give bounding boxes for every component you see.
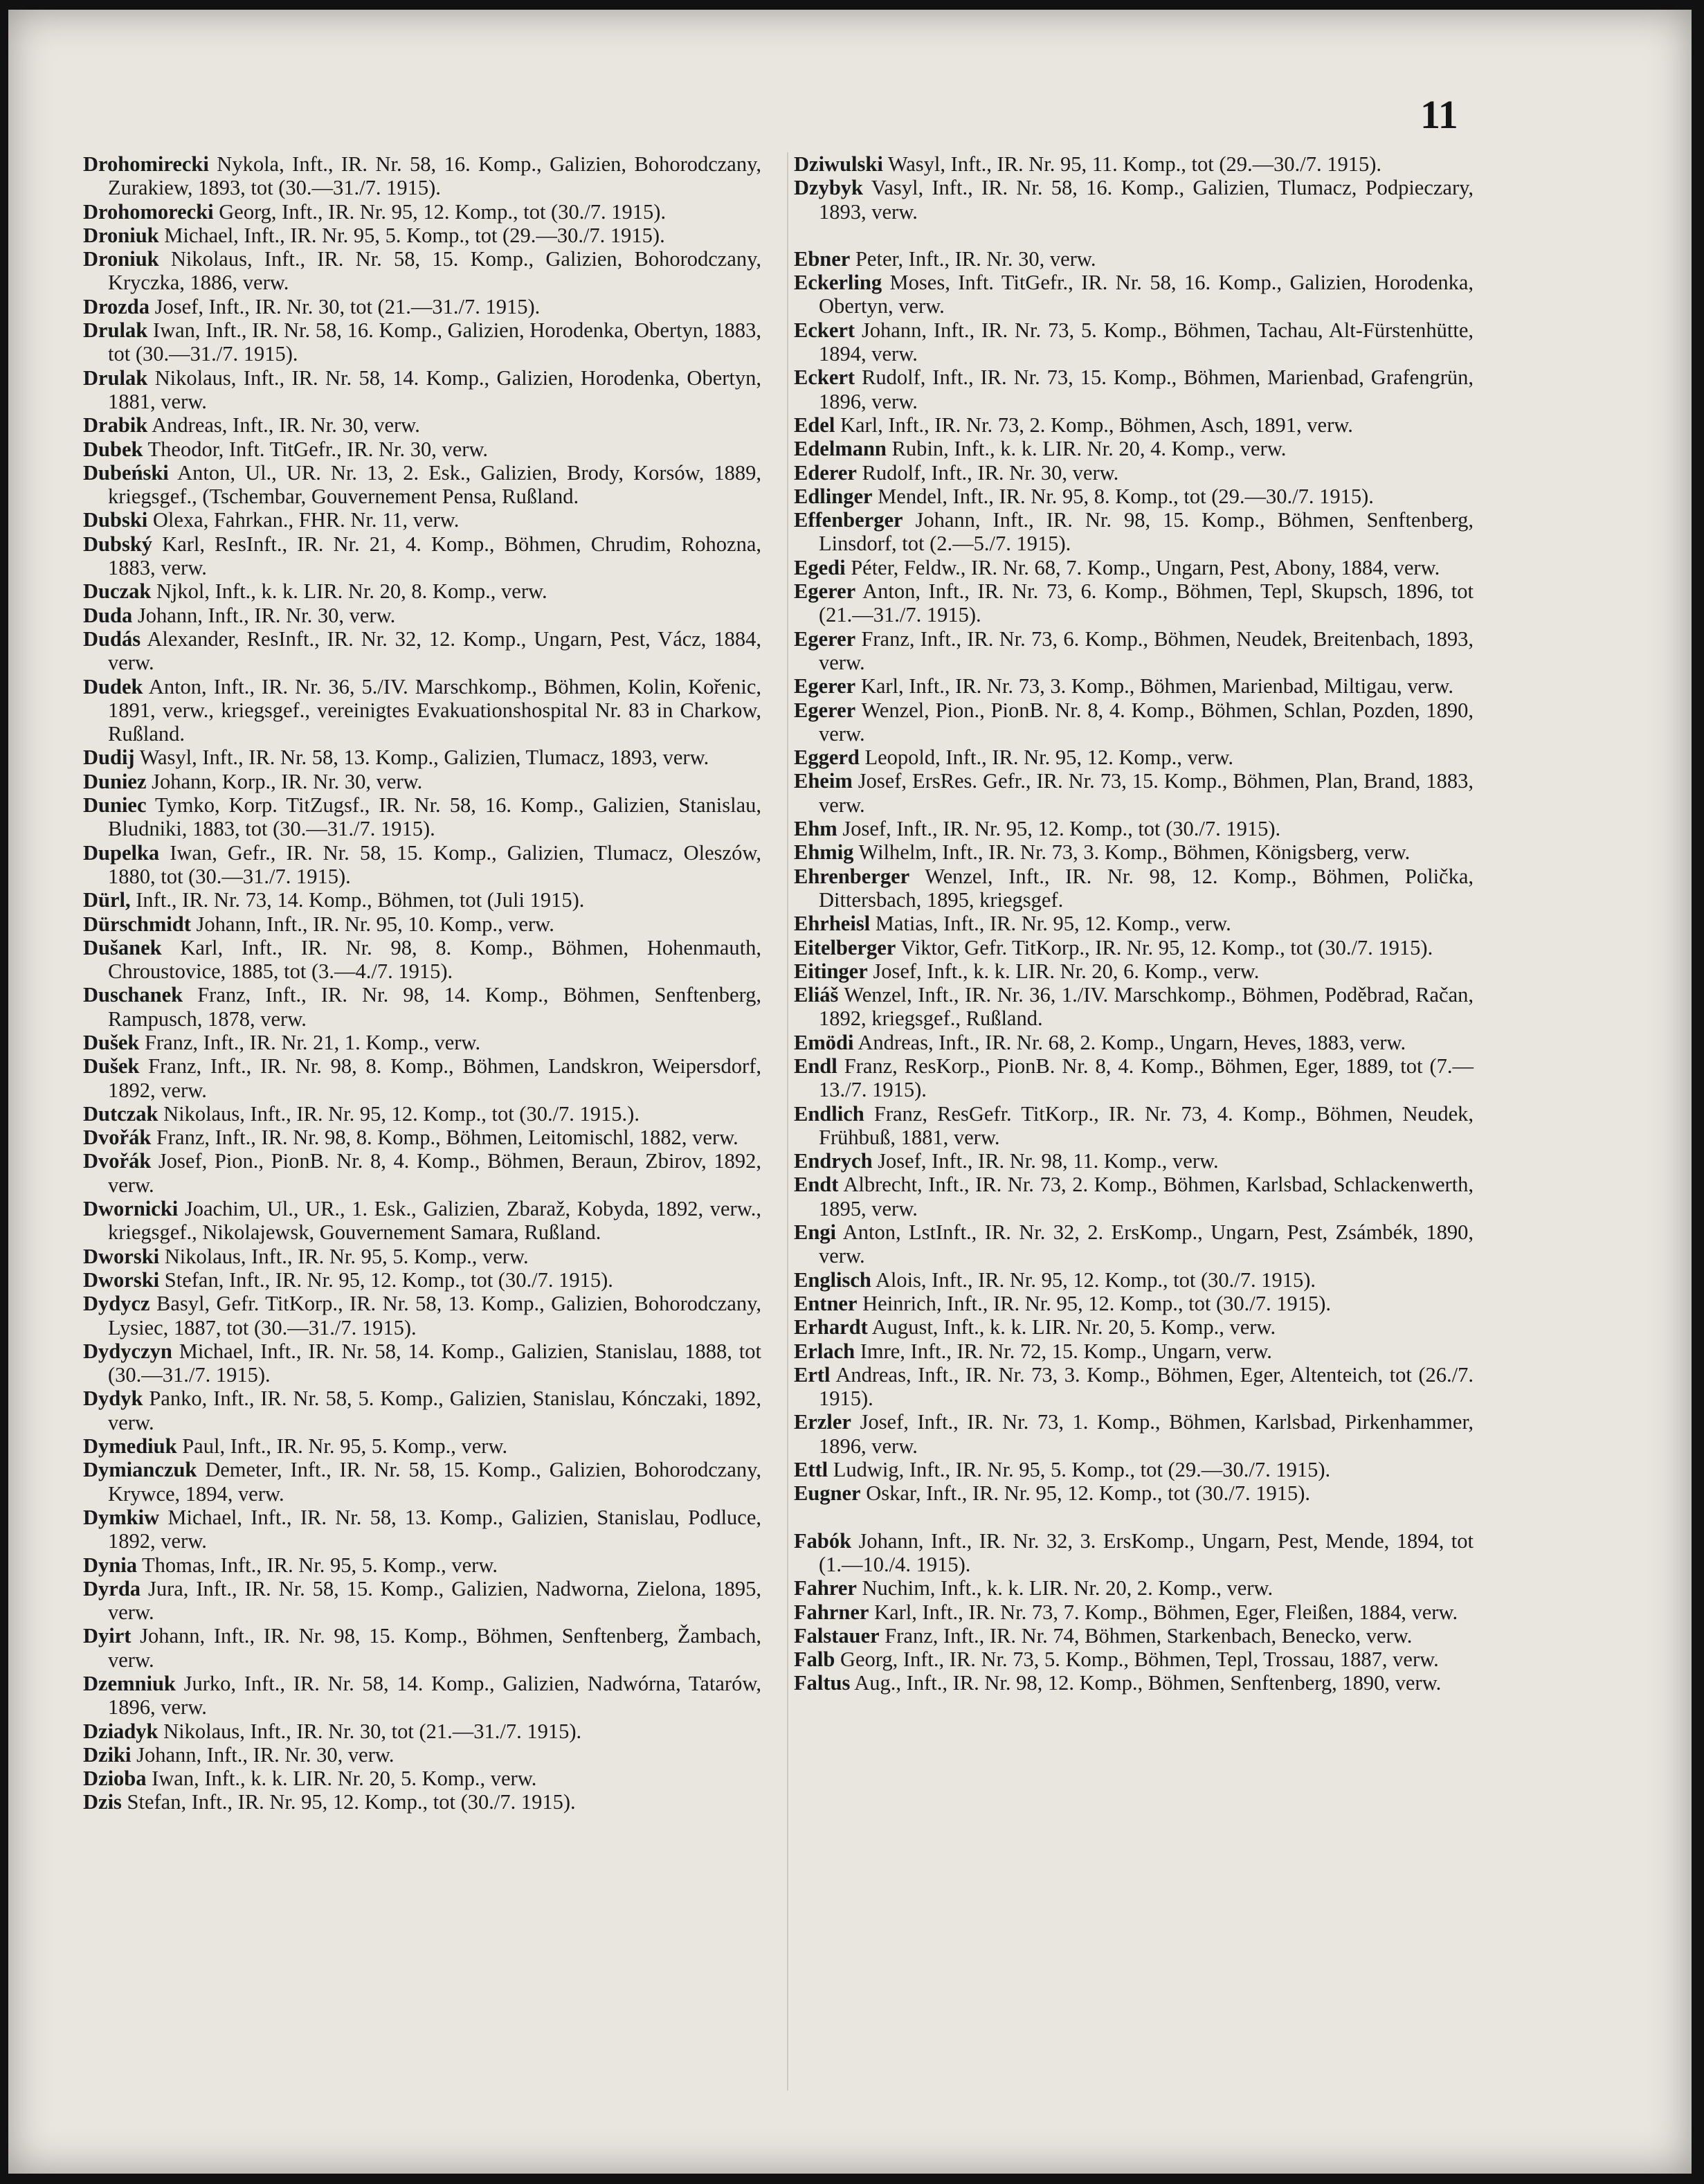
entry-details: Njkol, Inft., k. k. LIR. Nr. 20, 8. Komp., verw. xyxy=(151,579,547,604)
entry-details: Johann, Korp., IR. Nr. 30, verw. xyxy=(146,769,423,793)
entry-details: Nikolaus, Inft., IR. Nr. 58, 15. Komp., Galizien, Bohorodczany, Kryczka, 1886, verw. xyxy=(108,247,761,295)
list-entry xyxy=(83,461,761,509)
entry-surname: Egedi xyxy=(794,555,846,579)
list-entry xyxy=(794,769,1474,817)
list-entry xyxy=(83,437,761,461)
entry-details: Heinrich, Inft., IR. Nr. 95, 12. Komp., tot (30./7. 1915). xyxy=(857,1291,1331,1315)
entry-details: Andreas, Inft., IR. Nr. 68, 2. Komp., Ungarn, Heves, 1883, verw. xyxy=(853,1030,1406,1054)
entry-surname: Dzemniuk xyxy=(83,1672,176,1695)
entry-surname: Falb xyxy=(794,1648,835,1672)
list-entry xyxy=(83,1292,761,1339)
list-entry xyxy=(83,1387,761,1434)
entry-surname: Dziwulski xyxy=(794,152,883,176)
entry-details: Vasyl, Inft., IR. Nr. 58, 16. Komp., Galizien, Tlumacz, Podpieczary, 1893, verw. xyxy=(819,176,1474,224)
entry-details: Demeter, Inft., IR. Nr. 58, 15. Komp., Galizien, Bohorodczany, Krywce, 1894, verw. xyxy=(108,1458,761,1506)
entry-surname: Dupelka xyxy=(83,840,160,865)
entry-details: Anton, Inft., IR. Nr. 36, 5./IV. Marschkomp., Böhmen, Kolin, Kořenic, 1891, verw., kriegsgef., vereinigtes Evakuationshospital Nr. 83 in Charkow, Rußland. xyxy=(108,674,761,746)
list-entry xyxy=(794,1458,1474,1481)
list-entry xyxy=(794,461,1474,485)
entry-surname: Dürschmidt xyxy=(83,912,191,936)
entry-details: Alexander, ResInft., IR. Nr. 32, 12. Komp., Ungarn, Pest, Vácz, 1884, verw. xyxy=(108,626,761,675)
list-entry xyxy=(83,413,761,437)
list-entry xyxy=(794,817,1474,840)
entry-details: Rudolf, Inft., IR. Nr. 30, verw. xyxy=(856,460,1119,485)
list-entry xyxy=(83,936,761,984)
list-entry xyxy=(83,1434,761,1458)
entry-surname: Edlinger xyxy=(794,484,873,508)
entry-surname: Erlach xyxy=(794,1339,855,1363)
entry-details: Josef, ErsRes. Gefr., IR. Nr. 73, 15. Komp., Böhmen, Plan, Brand, 1883, verw. xyxy=(819,769,1474,817)
entry-surname: Dydycz xyxy=(83,1292,150,1316)
entry-surname: Dymkiw xyxy=(83,1505,160,1529)
entry-details: Josef, Inft., IR. Nr. 73, 1. Komp., Böhmen, Karlsbad, Pirkenhammer, 1896, verw. xyxy=(819,1410,1474,1458)
entry-surname: Dudij xyxy=(83,746,135,770)
entry-details: Franz, Inft., IR. Nr. 98, 8. Komp., Böhmen, Landskron, Weipersdorf, 1892, verw. xyxy=(108,1054,761,1102)
entry-details: Wenzel, Pion., PionB. Nr. 8, 4. Komp., Böhmen, Schlan, Pozden, 1890, verw. xyxy=(819,698,1474,746)
list-entry xyxy=(794,1624,1474,1648)
list-entry xyxy=(794,1481,1474,1505)
entry-surname: Englisch xyxy=(794,1267,871,1292)
entry-details: Albrecht, Inft., IR. Nr. 73, 2. Komp., Böhmen, Karlsbad, Schlackenwerth, 1895, verw. xyxy=(819,1173,1474,1220)
entry-details: Stefan, Inft., IR. Nr. 95, 12. Komp., tot (30./7. 1915). xyxy=(159,1267,613,1292)
list-entry xyxy=(83,1149,761,1197)
entry-details: Josef, Inft., IR. Nr. 98, 11. Komp., verw. xyxy=(872,1149,1219,1173)
entry-details: Oskar, Inft., IR. Nr. 95, 12. Komp., tot (30./7. 1915). xyxy=(860,1481,1310,1506)
list-entry xyxy=(83,152,761,200)
entry-details: Georg, Inft., IR. Nr. 95, 12. Komp., tot (30./7. 1915). xyxy=(213,199,667,224)
entry-details: Nikolaus, Inft., IR. Nr. 95, 5. Komp., verw. xyxy=(159,1244,529,1268)
entry-surname: Endrych xyxy=(794,1149,873,1173)
list-entry xyxy=(83,888,761,912)
entry-surname: Ettl xyxy=(794,1458,828,1482)
entry-surname: Ehrheisl xyxy=(794,912,871,936)
list-entry xyxy=(794,840,1474,864)
entry-details: Nikolaus, Inft., IR. Nr. 58, 14. Komp., Galizien, Horodenka, Obertyn, 1881, verw. xyxy=(108,365,761,413)
list-entry xyxy=(794,746,1474,769)
entry-surname: Faltus xyxy=(794,1671,851,1695)
list-entry xyxy=(794,1173,1474,1220)
entry-surname: Dušanek xyxy=(83,935,162,959)
list-entry xyxy=(794,936,1474,959)
entry-details: Johann, Inft., IR. Nr. 32, 3. ErsKomp., Ungarn, Pest, Mende, 1894, tot (1.—10./4. 1915). xyxy=(819,1528,1474,1576)
entry-surname: Endt xyxy=(794,1173,839,1197)
list-entry xyxy=(794,1054,1474,1102)
entry-surname: Erzler xyxy=(794,1410,851,1434)
entry-surname: Ehm xyxy=(794,817,837,841)
entry-surname: Duschanek xyxy=(83,983,183,1007)
list-entry xyxy=(794,1363,1474,1411)
list-entry xyxy=(794,1671,1474,1695)
entry-details: Leopold, Inft., IR. Nr. 95, 12. Komp., verw. xyxy=(859,746,1234,770)
list-entry xyxy=(83,1197,761,1245)
entry-details: Nuchim, Inft., k. k. LIR. Nr. 20, 2. Komp., verw. xyxy=(856,1576,1274,1600)
list-entry xyxy=(83,224,761,247)
list-entry xyxy=(794,176,1474,224)
entry-details: Moses, Inft. TitGefr., IR. Nr. 58, 16. Komp., Galizien, Horodenka, Obertyn, verw. xyxy=(819,271,1474,318)
list-entry xyxy=(794,437,1474,460)
entry-surname: Ebner xyxy=(794,246,851,271)
entry-surname: Dubski xyxy=(83,508,148,532)
entry-surname: Droniuk xyxy=(83,247,159,271)
list-entry xyxy=(83,627,761,675)
entry-details: Karl, Inft., IR. Nr. 73, 3. Komp., Böhmen, Marienbad, Miltigau, verw. xyxy=(855,674,1453,698)
entry-surname: Drulak xyxy=(83,365,148,390)
entry-surname: Egerer xyxy=(794,579,856,604)
list-entry xyxy=(83,1245,761,1268)
list-entry xyxy=(83,1102,761,1126)
section-gap xyxy=(794,1506,1474,1529)
entry-surname: Falstauer xyxy=(794,1623,880,1648)
entry-details: Karl, Inft., IR. Nr. 73, 2. Komp., Böhmen, Asch, 1891, verw. xyxy=(835,413,1353,437)
list-entry xyxy=(794,983,1474,1031)
list-entry xyxy=(794,271,1474,318)
entry-details: Karl, Inft., IR. Nr. 98, 8. Komp., Böhmen, Hohenmauth, Chroustovice, 1885, tot (3.—4./7. 1915). xyxy=(108,935,761,984)
entry-surname: Duniec xyxy=(83,793,147,818)
entry-details: Iwan, Inft., IR. Nr. 58, 16. Komp., Galizien, Horodenka, Obertyn, 1883, tot (30.—31./7. 1915). xyxy=(108,318,761,366)
entry-surname: Egerer xyxy=(794,698,856,722)
entry-details: Franz, Inft., IR. Nr. 98, 14. Komp., Böhmen, Senftenberg, Rampusch, 1878, verw. xyxy=(108,983,761,1031)
entry-details: Franz, ResGefr. TitKorp., IR. Nr. 73, 4. Komp., Böhmen, Neudek, Frühbuß, 1881, verw. xyxy=(819,1101,1474,1149)
entry-surname: Eckert xyxy=(794,318,855,342)
book-page xyxy=(8,10,1692,2174)
entry-details: Imre, Inft., IR. Nr. 72, 15. Komp., Ungarn, verw. xyxy=(855,1339,1272,1363)
entry-details: Franz, Inft., IR. Nr. 21, 1. Komp., verw. xyxy=(139,1030,481,1054)
entry-surname: Dyrda xyxy=(83,1576,141,1600)
list-entry xyxy=(83,200,761,224)
entry-details: Wenzel, Inft., IR. Nr. 98, 12. Komp., Böhmen, Polička, Dittersbach, 1895, kriegsgef. xyxy=(819,864,1474,912)
entry-details: Viktor, Gefr. TitKorp., IR. Nr. 95, 12. Komp., tot (30./7. 1915). xyxy=(896,935,1433,959)
entry-surname: Engi xyxy=(794,1220,837,1245)
entry-details: Nykola, Inft., IR. Nr. 58, 16. Komp., Galizien, Bohorodczany, Zurakiew, 1893, tot (30.—31./7. 1915). xyxy=(108,152,761,200)
entry-surname: Egerer xyxy=(794,674,856,698)
entry-surname: Ehmig xyxy=(794,840,854,865)
list-entry xyxy=(83,1031,761,1054)
entry-surname: Edelmann xyxy=(794,437,887,461)
list-entry xyxy=(794,485,1474,508)
list-entry xyxy=(83,1506,761,1553)
list-entry xyxy=(83,295,761,318)
list-entry xyxy=(794,556,1474,579)
entry-details: Mendel, Inft., IR. Nr. 95, 8. Komp., tot (29.—30./7. 1915). xyxy=(872,484,1374,508)
list-entry xyxy=(794,1410,1474,1458)
entry-details: Wasyl, Inft., IR. Nr. 95, 11. Komp., tot (29.—30./7. 1915). xyxy=(882,152,1382,176)
list-entry xyxy=(83,366,761,414)
entry-surname: Erhardt xyxy=(794,1315,868,1339)
entry-details: Franz, ResKorp., PionB. Nr. 8, 4. Komp., Böhmen, Eger, 1889, tot (7.—13./7. 1915). xyxy=(819,1054,1474,1102)
list-entry xyxy=(83,508,761,532)
entry-surname: Drabik xyxy=(83,413,148,437)
entry-details: Iwan, Gefr., IR. Nr. 58, 15. Komp., Galizien, Tlumacz, Oleszów, 1880, tot (30.—31./7. 1915). xyxy=(108,840,761,888)
list-entry xyxy=(83,1458,761,1506)
entry-details: Johann, Inft., IR. Nr. 30, verw. xyxy=(131,1742,395,1767)
list-entry xyxy=(794,413,1474,437)
list-entry xyxy=(83,1339,761,1387)
entry-details: Georg, Inft., IR. Nr. 73, 5. Komp., Böhmen, Tepl, Trossau, 1887, verw. xyxy=(835,1648,1439,1672)
list-entry xyxy=(83,1054,761,1102)
list-entry xyxy=(83,746,761,769)
list-entry xyxy=(794,1268,1474,1292)
right-column xyxy=(794,152,1474,1695)
list-entry xyxy=(83,770,761,793)
list-entry xyxy=(794,865,1474,912)
list-entry xyxy=(83,983,761,1031)
list-entry xyxy=(794,579,1474,627)
list-entry xyxy=(794,698,1474,746)
entry-details: Jura, Inft., IR. Nr. 58, 15. Komp., Galizien, Nadworna, Zielona, 1895, verw. xyxy=(108,1576,761,1625)
list-entry xyxy=(83,318,761,366)
entry-details: Paul, Inft., IR. Nr. 95, 5. Komp., verw. xyxy=(176,1434,508,1459)
entry-surname: Dudás xyxy=(83,626,141,651)
entry-details: Aug., Inft., IR. Nr. 98, 12. Komp., Böhmen, Senftenberg, 1890, verw. xyxy=(850,1671,1442,1695)
list-entry xyxy=(83,793,761,841)
entry-details: Johann, Inft., IR. Nr. 30, verw. xyxy=(132,603,396,627)
entry-details: Anton, LstInft., IR. Nr. 32, 2. ErsKomp., Ungarn, Pest, Zsámbék, 1890, verw. xyxy=(819,1220,1474,1268)
entry-surname: Duczak xyxy=(83,579,152,604)
entry-surname: Drohomirecki xyxy=(83,152,209,176)
column-divider xyxy=(787,152,788,2091)
section-gap xyxy=(794,224,1474,247)
list-entry xyxy=(83,1767,761,1790)
entry-details: Anton, Inft., IR. Nr. 73, 6. Komp., Böhmen, Tepl, Skupsch, 1896, tot (21.—31./7. 1915). xyxy=(819,579,1474,627)
list-entry xyxy=(83,247,761,295)
entry-details: Johann, Inft., IR. Nr. 95, 10. Komp., verw. xyxy=(190,912,554,936)
entry-surname: Eheim xyxy=(794,769,853,793)
entry-surname: Dziadyk xyxy=(83,1719,158,1743)
entry-details: Johann, Inft., IR. Nr. 98, 15. Komp., Böhmen, Senftenberg, Žambach, verw. xyxy=(108,1624,761,1672)
entry-surname: Fabók xyxy=(794,1528,852,1553)
entry-surname: Duniez xyxy=(83,769,147,793)
entry-surname: Dzybyk xyxy=(794,176,863,200)
entry-surname: Dušek xyxy=(83,1030,140,1054)
list-entry xyxy=(794,674,1474,698)
entry-details: Matias, Inft., IR. Nr. 95, 12. Komp., verw. xyxy=(870,912,1231,936)
list-entry xyxy=(83,1268,761,1292)
entry-surname: Endlich xyxy=(794,1101,864,1126)
entry-details: Nikolaus, Inft., IR. Nr. 30, tot (21.—31./7. 1915). xyxy=(158,1719,582,1743)
entry-details: Stefan, Inft., IR. Nr. 95, 12. Komp., tot (30./7. 1915). xyxy=(121,1790,576,1814)
entry-surname: Dydyczyn xyxy=(83,1339,172,1363)
entry-surname: Dutczak xyxy=(83,1101,158,1126)
left-column xyxy=(83,152,761,1814)
entry-details: Andreas, Inft., IR. Nr. 30, verw. xyxy=(147,413,420,437)
entry-surname: Ertl xyxy=(794,1362,831,1387)
entry-details: Tymko, Korp. TitZugsf., IR. Nr. 58, 16. Komp., Galizien, Stanislau, Bludniki, 1883, tot (30.—31./7. 1915). xyxy=(108,793,761,841)
entry-surname: Duda xyxy=(83,603,133,627)
entry-surname: Dynia xyxy=(83,1553,137,1577)
list-entry xyxy=(83,841,761,889)
entry-surname: Emödi xyxy=(794,1030,854,1054)
page-number: 11 xyxy=(1420,92,1458,137)
entry-surname: Dzioba xyxy=(83,1767,147,1791)
entry-details: Andreas, Inft., IR. Nr. 73, 3. Komp., Böhmen, Eger, Altenteich, tot (26./7. 1915). xyxy=(819,1362,1474,1411)
entry-details: Olexa, Fahrkan., FHR. Nr. 11, verw. xyxy=(147,508,460,532)
entry-details: Theodor, Inft. TitGefr., IR. Nr. 30, verw. xyxy=(143,437,489,461)
entry-surname: Endl xyxy=(794,1054,837,1078)
list-entry xyxy=(794,318,1474,366)
entry-details: Jurko, Inft., IR. Nr. 58, 14. Komp., Galizien, Nadwórna, Tatarów, 1896, verw. xyxy=(108,1672,761,1720)
entry-details: Anton, Ul., UR. Nr. 13, 2. Esk., Galizien, Brody, Korsów, 1889, kriegsgef., (Tschembar, Gouvernement Pensa, Rußland. xyxy=(108,460,761,509)
entry-details: Ludwig, Inft., IR. Nr. 95, 5. Komp., tot (29.—30./7. 1915). xyxy=(828,1458,1331,1482)
entry-details: Inft., IR. Nr. 73, 14. Komp., Böhmen, tot (Juli 1915). xyxy=(130,888,585,912)
list-entry xyxy=(83,1790,761,1814)
entry-surname: Dymianczuk xyxy=(83,1458,197,1482)
entry-surname: Dudek xyxy=(83,674,143,698)
entry-surname: Dymediuk xyxy=(83,1434,177,1459)
entry-details: Wilhelm, Inft., IR. Nr. 73, 3. Komp., Böhmen, Königsberg, verw. xyxy=(853,840,1411,865)
list-entry xyxy=(794,1220,1474,1268)
list-entry xyxy=(83,579,761,603)
entry-details: Rubin, Inft., k. k. LIR. Nr. 20, 4. Komp., verw. xyxy=(886,437,1287,461)
list-entry xyxy=(794,627,1474,675)
entry-details: Karl, ResInft., IR. Nr. 21, 4. Komp., Böhmen, Chrudim, Rohozna, 1883, verw. xyxy=(108,532,761,580)
entry-details: Josef, Inft., k. k. LIR. Nr. 20, 6. Komp., verw. xyxy=(867,959,1260,983)
entry-details: Karl, Inft., IR. Nr. 73, 7. Komp., Böhmen, Eger, Fleißen, 1884, verw. xyxy=(869,1600,1458,1624)
list-entry xyxy=(794,1031,1474,1054)
entry-surname: Dziki xyxy=(83,1742,132,1767)
entry-surname: Eggerd xyxy=(794,746,860,770)
list-entry xyxy=(794,1315,1474,1339)
entry-surname: Eliáš xyxy=(794,983,839,1007)
list-entry xyxy=(794,1529,1474,1577)
entry-details: Panko, Inft., IR. Nr. 58, 5. Komp., Galizien, Stanislau, Kónczaki, 1892, verw. xyxy=(108,1387,761,1434)
list-entry xyxy=(83,1720,761,1743)
list-entry xyxy=(794,1576,1474,1600)
entry-surname: Egerer xyxy=(794,626,856,651)
entry-surname: Effenberger xyxy=(794,508,903,532)
entry-surname: Drozda xyxy=(83,294,150,318)
entry-details: Thomas, Inft., IR. Nr. 95, 5. Komp., verw. xyxy=(136,1553,498,1577)
entry-details: Franz, Inft., IR. Nr. 74, Böhmen, Starkenbach, Benecko, verw. xyxy=(879,1623,1413,1648)
entry-details: Wasyl, Inft., IR. Nr. 58, 13. Komp., Galizien, Tlumacz, 1893, verw. xyxy=(134,746,709,770)
entry-surname: Dzis xyxy=(83,1790,122,1814)
list-entry xyxy=(794,1339,1474,1363)
entry-surname: Dvořák xyxy=(83,1126,152,1150)
entry-surname: Dworski xyxy=(83,1267,160,1292)
list-entry xyxy=(83,1126,761,1149)
list-entry xyxy=(794,1648,1474,1671)
entry-details: Michael, Inft., IR. Nr. 58, 13. Komp., Galizien, Stanislau, Podluce, 1892, verw. xyxy=(108,1505,761,1553)
list-entry xyxy=(794,959,1474,983)
entry-details: Alois, Inft., IR. Nr. 95, 12. Komp., tot (30./7. 1915). xyxy=(871,1267,1316,1292)
list-entry xyxy=(83,1553,761,1577)
entry-details: Joachim, Ul., UR., 1. Esk., Galizien, Zbaraž, Kobyda, 1892, verw., kriegsgef., Nikolajewsk, Gouvernement Samara, Rußland. xyxy=(108,1197,761,1245)
list-entry xyxy=(83,604,761,627)
entry-surname: Fahrer xyxy=(794,1576,857,1600)
list-entry xyxy=(794,1600,1474,1624)
list-entry xyxy=(794,1102,1474,1150)
entry-surname: Fahrner xyxy=(794,1600,869,1624)
entry-surname: Eitinger xyxy=(794,959,868,983)
entry-details: Péter, Feldw., IR. Nr. 68, 7. Komp., Ungarn, Pest, Abony, 1884, verw. xyxy=(845,555,1440,579)
entry-surname: Dydyk xyxy=(83,1387,143,1411)
entry-surname: Eckert xyxy=(794,365,855,390)
entry-surname: Dürl, xyxy=(83,888,131,912)
list-entry xyxy=(83,1743,761,1767)
entry-details: Franz, Inft., IR. Nr. 73, 6. Komp., Böhmen, Neudek, Breitenbach, 1893, verw. xyxy=(819,626,1474,674)
list-entry xyxy=(83,532,761,580)
entry-details: Iwan, Inft., k. k. LIR. Nr. 20, 5. Komp., verw. xyxy=(146,1767,537,1791)
entry-surname: Droniuk xyxy=(83,223,159,247)
list-entry xyxy=(83,1624,761,1672)
entry-surname: Eugner xyxy=(794,1481,861,1506)
entry-surname: Dušek xyxy=(83,1054,140,1079)
list-entry xyxy=(83,675,761,746)
list-entry xyxy=(794,508,1474,556)
entry-surname: Eitelberger xyxy=(794,935,896,959)
list-entry xyxy=(83,1672,761,1720)
entry-surname: Dvořák xyxy=(83,1149,152,1173)
entry-details: Josef, Inft., IR. Nr. 30, tot (21.—31./7. 1915). xyxy=(149,294,541,318)
list-entry xyxy=(794,152,1474,176)
entry-details: Nikolaus, Inft., IR. Nr. 95, 12. Komp., tot (30./7. 1915.). xyxy=(158,1101,640,1126)
entry-details: Wenzel, Inft., IR. Nr. 36, 1./IV. Marschkomp., Böhmen, Poděbrad, Račan, 1892, kriegsgef., Rußland. xyxy=(819,983,1474,1031)
list-entry xyxy=(83,1577,761,1625)
entry-details: Peter, Inft., IR. Nr. 30, verw. xyxy=(850,246,1096,271)
entry-surname: Drohomorecki xyxy=(83,199,214,224)
entry-details: Johann, Inft., IR. Nr. 98, 15. Komp., Böhmen, Senftenberg, Linsdorf, tot (2.—5./7. 1915). xyxy=(819,508,1474,556)
entry-surname: Edel xyxy=(794,413,835,437)
entry-details: Basyl, Gefr. TitKorp., IR. Nr. 58, 13. Komp., Galizien, Bohorodczany, Lysiec, 1887, tot (30.—31./7. 1915). xyxy=(108,1292,761,1339)
entry-surname: Ederer xyxy=(794,460,857,485)
entry-details: August, Inft., k. k. LIR. Nr. 20, 5. Komp., verw. xyxy=(867,1315,1276,1339)
entry-surname: Dubek xyxy=(83,437,143,461)
entry-surname: Entner xyxy=(794,1291,858,1315)
entry-surname: Dubský xyxy=(83,532,153,556)
entry-surname: Dworski xyxy=(83,1244,160,1268)
entry-details: Josef, Inft., IR. Nr. 95, 12. Komp., tot (30./7. 1915). xyxy=(837,817,1281,841)
entry-surname: Dubeński xyxy=(83,460,169,485)
list-entry xyxy=(794,1149,1474,1173)
entry-surname: Dwornicki xyxy=(83,1197,179,1221)
entry-details: Michael, Inft., IR. Nr. 95, 5. Komp., tot (29.—30./7. 1915). xyxy=(158,223,665,247)
list-entry xyxy=(83,912,761,936)
entry-details: Johann, Inft., IR. Nr. 73, 5. Komp., Böhmen, Tachau, Alt-Fürstenhütte, 1894, verw. xyxy=(819,318,1474,366)
list-entry xyxy=(794,1292,1474,1315)
entry-surname: Dyirt xyxy=(83,1624,132,1648)
entry-details: Josef, Pion., PionB. Nr. 8, 4. Komp., Böhmen, Beraun, Zbirov, 1892, verw. xyxy=(108,1149,761,1197)
entry-surname: Ehrenberger xyxy=(794,864,910,888)
entry-details: Michael, Inft., IR. Nr. 58, 14. Komp., Galizien, Stanislau, 1888, tot (30.—31./7. 1915). xyxy=(108,1339,761,1387)
list-entry xyxy=(794,912,1474,935)
entry-surname: Eckerling xyxy=(794,271,882,295)
list-entry xyxy=(794,247,1474,271)
entry-details: Franz, Inft., IR. Nr. 98, 8. Komp., Böhmen, Leitomischl, 1882, verw. xyxy=(151,1126,738,1150)
entry-surname: Drulak xyxy=(83,318,148,343)
list-entry xyxy=(794,365,1474,413)
entry-details: Rudolf, Inft., IR. Nr. 73, 15. Komp., Böhmen, Marienbad, Grafengrün, 1896, verw. xyxy=(819,365,1474,413)
